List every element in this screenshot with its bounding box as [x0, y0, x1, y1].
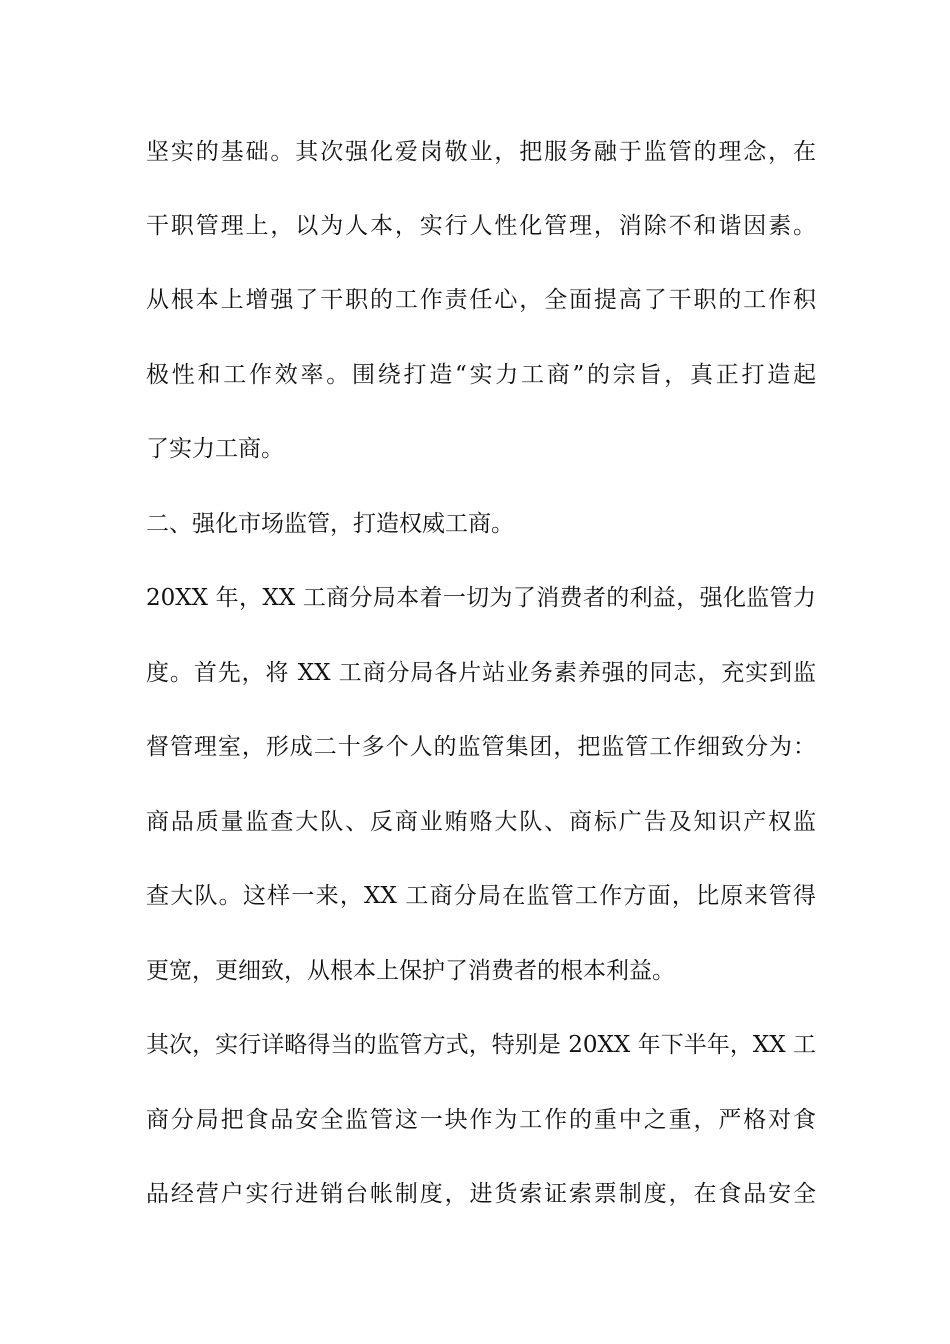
text-line: 从根本上增强了干职的工作责任心，全面提高了干职的工作积 [146, 287, 816, 313]
text-line: 干职管理上，以为人本，实行人性化管理，消除不和谐因素。 [146, 213, 816, 239]
text-line: 更宽，更细致，从根本上保护了消费者的根本利益。 [146, 958, 675, 984]
section-heading: 二、强化市场监管，打造权威工商。 [146, 511, 514, 537]
text-line: 商品质量监查大队、反商业贿赂大队、商标广告及知识产权监 [146, 809, 816, 835]
text-line: 其次，实行详略得当的监管方式，特别是 20XX 年下半年，XX 工 [146, 1032, 816, 1058]
text-line: 商分局把食品安全监管这一块作为工作的重中之重，严格对食 [146, 1107, 816, 1133]
text-line: 了实力工商。 [146, 436, 284, 462]
text-line: 查大队。这样一来，XX 工商分局在监管工作方面，比原来管得 [146, 883, 816, 909]
text-line: 20XX 年，XX 工商分局本着一切为了消费者的利益，强化监管力 [146, 585, 816, 611]
text-line: 极性和工作效率。围绕打造“实力工商”的宗旨，真正打造起 [146, 362, 816, 388]
text-line: 度。首先，将 XX 工商分局各片站业务素养强的同志，充实到监 [146, 660, 816, 686]
text-line: 坚实的基础。其次强化爱岗敬业，把服务融于监管的理念，在 [146, 139, 816, 165]
text-line: 品经营户实行进销台帐制度，进货索证索票制度，在食品安全 [146, 1181, 816, 1207]
text-line: 督管理室，形成二十多个人的监管集团，把监管工作细致分为： [146, 734, 816, 760]
